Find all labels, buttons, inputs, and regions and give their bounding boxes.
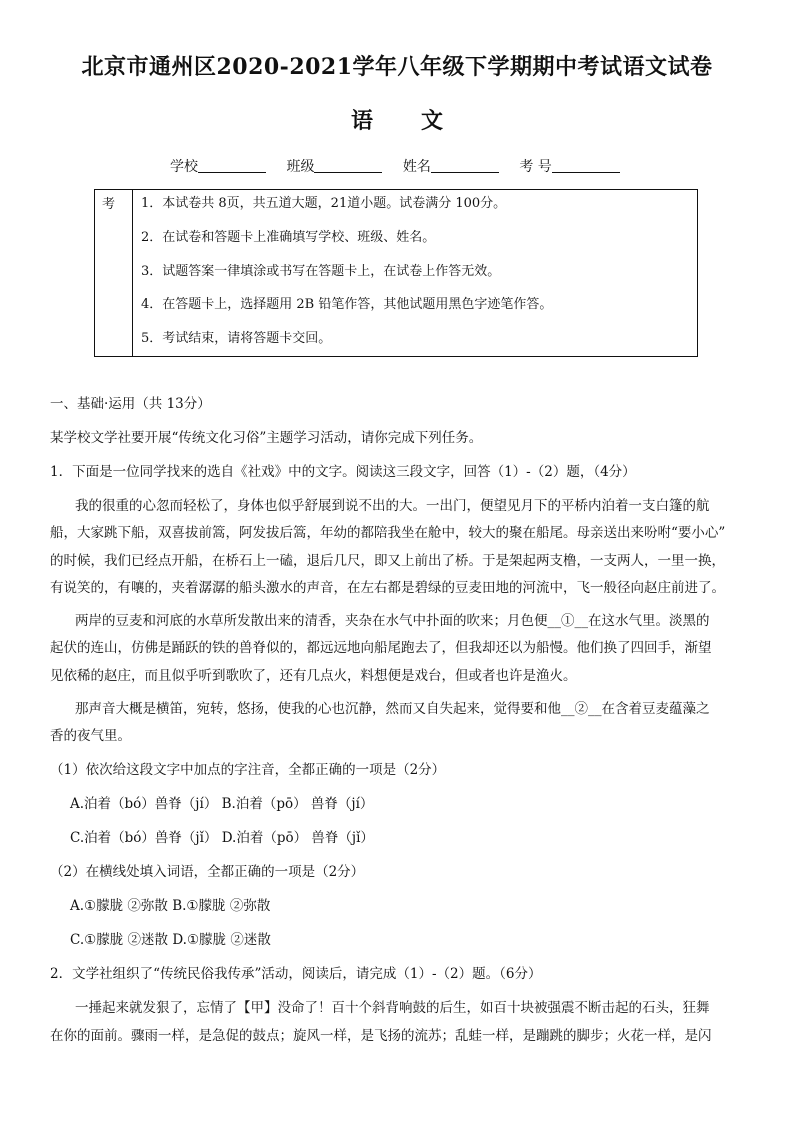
answer-option-row[interactable]: A.泊着（bó）兽脊（jí） B.泊着（pō） 兽脊（jí） xyxy=(70,796,374,812)
school-label: 学校 xyxy=(170,159,198,175)
notice-item: 5．考试结束，请将答题卡交回。 xyxy=(141,331,332,346)
section-heading: 一、基础·运用（共 13分） xyxy=(50,396,211,412)
name-field[interactable] xyxy=(431,158,499,173)
passage-line: 的时候，我们已经点开船，在桥石上一磕，退后几尺，即又上前出了桥。于是架起两支橹，一支两人，一里一换， xyxy=(50,553,725,569)
passage-line: 一捶起来就发狠了，忘情了【甲】没命了！百十个斜背响鼓的后生，如百十块被强震不断击起的石头，狂舞 xyxy=(75,1000,710,1016)
subject-char-1: 语 xyxy=(350,108,373,134)
subject-heading xyxy=(0,104,794,135)
notice-item: 2．在试卷和答题卡上准确填写学校、班级、姓名。 xyxy=(141,230,436,245)
subject-char-2: 文 xyxy=(421,108,444,134)
class-label: 班级 xyxy=(286,159,315,175)
question-1: 1．下面是一位同学找来的选自《社戏》中的文字。阅读这三段文字，回答（1）-（2）题，（4分） xyxy=(50,464,636,480)
exam-notice-box xyxy=(94,189,698,357)
answer-option-row[interactable]: C.泊着（bó）兽脊（jǐ） D.泊着（pō） 兽脊（jǐ） xyxy=(70,830,374,846)
section-intro: 某学校文学社要开展“传统文化习俗”主题学习活动，请你完成下列任务。 xyxy=(50,430,483,446)
exam-number-label: 考 号 xyxy=(519,159,552,175)
sub-question-1: （1）依次给这段文字中加点的字注音，全都正确的一项是（2分） xyxy=(50,762,446,778)
passage-line: 那声音大概是横笛，宛转，悠扬，使我的心也沉静，然而又自失起来，觉得要和他__②__在含着豆麦蕴藻之 xyxy=(75,701,710,717)
notice-side-column xyxy=(95,190,133,356)
passage-line: 船，大家跳下船，双喜拔前篙，阿发拔后篙，年幼的都陪我坐在舱中，较大的聚在船尾。母亲送出来吩咐“要小心” xyxy=(50,525,726,541)
sub-question-2: （2）在横线处填入词语，全都正确的一项是（2分） xyxy=(50,864,365,880)
student-info-line xyxy=(170,156,636,176)
notice-item: 1．本试卷共 8页，共五道大题，21道小题。试卷满分 100分。 xyxy=(141,196,507,211)
exam-title: 北京市通州区2020-2021学年八年级下学期期中考试语文试卷 xyxy=(81,54,713,80)
answer-option-row[interactable]: A.①朦胧 ②弥散 B.①朦胧 ②弥散 xyxy=(70,898,271,914)
passage-line: 我的很重的心忽而轻松了，身体也似乎舒展到说不出的大。一出门，便望见月下的平桥内泊着一支白篷的航 xyxy=(75,498,710,514)
passage-line: 有说笑的，有嚷的，夹着潺潺的船头激水的声音，在左右都是碧绿的豆麦田地的河流中，飞一般径向赵庄前进了。 xyxy=(50,580,725,596)
notice-item: 3．试题答案一律填涂或书写在答题卡上，在试卷上作答无效。 xyxy=(141,264,501,279)
notice-side-label: 考 xyxy=(102,197,116,212)
name-label: 姓名 xyxy=(402,159,431,175)
passage-line: 在你的面前。骤雨一样，是急促的鼓点；旋风一样，是飞扬的流苏；乱蛙一样，是蹦跳的脚步；火花一样，是闪 xyxy=(50,1028,712,1044)
question-2: 2．文学社组织了“传统民俗我传承”活动，阅读后，请完成（1）-（2）题。（6分） xyxy=(50,966,542,982)
exam-number-field[interactable] xyxy=(552,158,620,173)
passage-line: 香的夜气里。 xyxy=(50,728,131,744)
school-field[interactable] xyxy=(198,158,266,173)
class-field[interactable] xyxy=(314,158,382,173)
notice-item: 4．在答题卡上，选择题用 2B 铅笔作答，其他试题用黑色字迹笔作答。 xyxy=(141,297,553,312)
passage-line: 两岸的豆麦和河底的水草所发散出来的清香，夹杂在水气中扑面的吹来；月色便__①__在这水气里。淡黑的 xyxy=(75,613,710,629)
passage-line: 见依稀的赵庄，而且似乎听到歌吹了，还有几点火，料想便是戏台，但或者也许是渔火。 xyxy=(50,668,577,684)
answer-option-row[interactable]: C.①朦胧 ②迷散 D.①朦胧 ②迷散 xyxy=(70,932,271,948)
passage-line: 起伏的连山，仿佛是踊跃的铁的兽脊似的，都远远地向船尾跑去了，但我却还以为船慢。他们换了四回手，渐望 xyxy=(50,640,712,656)
